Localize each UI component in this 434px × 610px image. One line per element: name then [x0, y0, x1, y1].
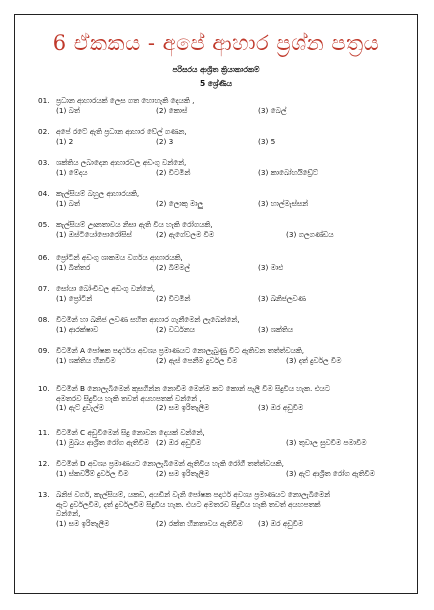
answer-option-2[interactable]: (2) 3 — [156, 136, 174, 146]
answer-option-1[interactable]: (1) ස්කර්වීම් දුර්වල වීම — [56, 468, 129, 478]
answer-options — [38, 325, 388, 335]
answer-option-3[interactable]: (3) ඇට් ආශ්‍රිත රෝග ඇතිවීම — [286, 468, 375, 478]
question-text-line — [38, 284, 388, 294]
question-text-line — [38, 96, 388, 106]
answer-option-2[interactable]: (2) විටමින් — [156, 293, 191, 303]
answer-option-1[interactable]: (1) මුඛය ආශ්‍රිත රෝග ඇතිවීම — [56, 437, 149, 447]
question-number: 13. — [38, 490, 50, 499]
question-number: 06. — [38, 253, 50, 262]
answer-options — [38, 438, 388, 448]
question-number: 04. — [38, 189, 50, 198]
answer-option-1[interactable]: (1) බත් — [56, 198, 80, 208]
question-text: ශක්තිය ලබාදෙන ආහාරවල අඩංගු වන්නේ, — [56, 158, 187, 167]
answer-option-2[interactable]: (2) වර්ධනය — [156, 324, 195, 334]
question-item — [38, 284, 388, 304]
answer-option-3[interactable]: (3) ඔර අඩුවීම — [258, 518, 304, 528]
question-item — [38, 346, 388, 366]
answer-options — [38, 263, 388, 273]
question-text-line — [38, 346, 388, 356]
question-item — [38, 428, 388, 448]
question-text: විටමින් A පෝෂක පදාර්ථය අවශ්‍ය ප්‍රමාණයට නොලැබුණු විට ඇතිවන තත්ත්වයකි, — [56, 346, 305, 355]
question-text: කැල්සියම් ඌනතාවය නිසා ඇති විය හැකි රෝගයකි, — [56, 220, 213, 229]
answer-option-3[interactable]: (3) මාළු — [258, 262, 284, 272]
answer-options — [38, 199, 388, 209]
question-text: විටමින් C අඩුවීමෙන් සිදු නොවන දෙයක් වන්නේ, — [56, 428, 205, 437]
question-number: 12. — [38, 459, 50, 468]
answer-option-2[interactable]: (2) රක්ත හීනතාවය ඇතිවීම — [156, 518, 243, 528]
answer-options — [38, 230, 388, 240]
answer-option-2[interactable]: (2) සම ඉරිතැලීම — [156, 403, 210, 412]
question-item — [38, 189, 388, 209]
answer-option-3[interactable]: (3) බෙල් — [258, 105, 287, 115]
answer-option-1[interactable]: (1) ශක්තිය හීනවීම — [56, 355, 116, 365]
answer-options — [38, 294, 388, 304]
question-text: විටමින් හා ඛනිජ ලවණ සහිත ආහාර ගැනීමෙන් ලැබෙන්නේ, — [56, 315, 240, 324]
answer-option-1[interactable]: (1) බත් — [56, 105, 80, 115]
answer-options — [38, 356, 388, 366]
grade-label: 5 ශ්‍රේණිය — [199, 79, 233, 88]
question-number: 01. — [38, 96, 50, 105]
answer-option-3[interactable]: (3) ගලගණ්ඩය — [286, 229, 334, 239]
answer-options — [38, 403, 388, 413]
question-number: 08. — [38, 315, 50, 324]
answer-option-1[interactable]: (1) ඔස්ටියෝපොරෝසිස් — [56, 229, 132, 239]
answer-option-2[interactable]: (2) ඔර අඩුවීම — [156, 437, 202, 447]
question-text: විටමින් B නොලැබීමෙන් කුසගින්න නොවීම මෙන්ම කට කොන් පැලී වීම සිදුවිය හැක. එයට — [56, 384, 331, 393]
question-text: සෝයා බෝංචිවල අඩංගු වන්නේ, — [56, 284, 156, 293]
question-item — [38, 459, 388, 479]
question-item — [38, 96, 388, 116]
question-text-continued: වන්නේ, — [56, 509, 81, 518]
question-text: අපේ රටේ ඇති ප්‍රධාන ආහාර වේල් ගණන, — [56, 127, 187, 136]
subject-label: පරිසරය ආශ්‍රිත ක්‍රියාකාරකම් — [172, 65, 260, 74]
question-item — [38, 127, 388, 147]
answer-option-1[interactable]: (1) සම ඉරිතැලීම — [56, 518, 110, 528]
answer-option-3[interactable]: (3) ශක්තිය — [258, 324, 293, 334]
answer-option-3[interactable]: (3) ඔර අඩුවීම — [258, 403, 304, 412]
answer-option-2[interactable]: (2) ලොකු මාලු — [156, 198, 204, 208]
question-text: විටමින් D අවශ්‍ය ප්‍රමාණයට නොලැබීමෙන් ඇතිවිය හැකි රෝගී තත්ත්වයකි, — [56, 459, 284, 468]
answer-option-1[interactable]: (1) බිත්තර — [56, 262, 91, 272]
question-text-line — [38, 490, 388, 500]
answer-option-1[interactable]: (1) මේදය — [56, 167, 88, 177]
question-text-line — [38, 189, 388, 199]
question-text-line — [38, 459, 388, 469]
answer-option-2[interactable]: (2) ඇගේවලම විම — [156, 229, 215, 239]
question-text: ඛනිජ වර්ග, කැල්සියම්, යකඩ, අයඩින් වැනි පෝෂක පදාර්ථ අවශ්‍ය ප්‍රමාණයට නොලැබීමෙන් — [56, 490, 331, 499]
answer-option-3[interactable]: (3) තුවාල සුවවීම පමාවීම — [286, 437, 367, 447]
answer-option-2[interactable]: (2) සම ඉරිතැලීම — [156, 468, 210, 478]
question-text-line — [38, 315, 388, 325]
question-number: 11. — [38, 428, 50, 437]
answer-option-1[interactable]: (1) ආරක්ෂාව — [56, 324, 99, 334]
question-item — [38, 158, 388, 178]
answer-option-2[interactable]: (2) බිම්මල් — [156, 262, 190, 272]
question-text-line — [38, 220, 388, 230]
answer-option-1[interactable]: (1) ඇට් දුවැල්ම — [56, 403, 104, 412]
question-text: කැල්සියම් බහුල ආහාරයකි, — [56, 189, 140, 198]
question-item — [38, 315, 388, 335]
answer-options — [38, 519, 388, 529]
question-text-continued: ඇට දුර්වලවීම, දත් දුර්වලවීම සිදුවිය හැක. එයට අමතරව සිදුවිය හැකි තවත් අයහපතක් — [56, 499, 321, 509]
answer-option-3[interactable]: (3) දත් දුර්වල වීම — [286, 355, 342, 365]
answer-option-2[interactable]: (2) ඇස් පෙනීම දුර්වල වීම — [156, 355, 238, 365]
answer-option-3[interactable]: (3) කාබෝහයිඩ්‍රේට් — [258, 167, 319, 177]
question-number: 09. — [38, 346, 50, 355]
answer-option-3[interactable]: (3) ඛනිජලවණ — [258, 293, 306, 303]
question-number: 07. — [38, 284, 50, 293]
question-text-line — [38, 384, 388, 394]
question-item — [38, 490, 388, 529]
answer-option-1[interactable]: (1) ප්‍රෝටීන් — [56, 293, 93, 303]
question-text-line — [38, 428, 388, 438]
question-text: ප්‍රෝටීන් අඩංගු ශාකමය වර්ගය ආහාරයකි, — [56, 253, 183, 262]
question-text: ප්‍රධාන ආහාරයක් ලෙස ගත හොහැකි දෙයකි , — [56, 96, 195, 105]
answer-options — [38, 137, 388, 147]
question-item — [38, 253, 388, 273]
question-number: 05. — [38, 220, 50, 229]
question-text-line — [38, 127, 388, 137]
question-item — [38, 384, 388, 413]
question-number: 03. — [38, 158, 50, 167]
answer-option-3[interactable]: (3) හාල්මැස්සන් — [258, 198, 309, 208]
question-number: 10. — [38, 384, 50, 393]
answer-options — [38, 168, 388, 178]
answer-option-2[interactable]: (2) කොස් — [156, 105, 188, 115]
answer-option-1[interactable]: (1) 2 — [56, 136, 74, 146]
answer-option-3[interactable]: (3) 5 — [258, 136, 276, 146]
question-text-line — [38, 158, 388, 168]
question-item — [38, 220, 388, 240]
question-number: 02. — [38, 127, 50, 136]
page-title: 6 ඒකකය - අපේ ආහාර ප්‍රශ්න පත්‍රය — [52, 31, 380, 55]
question-text-continued: අමතරව සිදුවිය හැකි තවත් අයහපතක් වන්නේ , — [56, 393, 202, 403]
answer-options — [38, 106, 388, 116]
question-text-line — [38, 253, 388, 263]
answer-option-2[interactable]: (2) විටමින් — [156, 167, 191, 177]
answer-options — [38, 469, 388, 479]
